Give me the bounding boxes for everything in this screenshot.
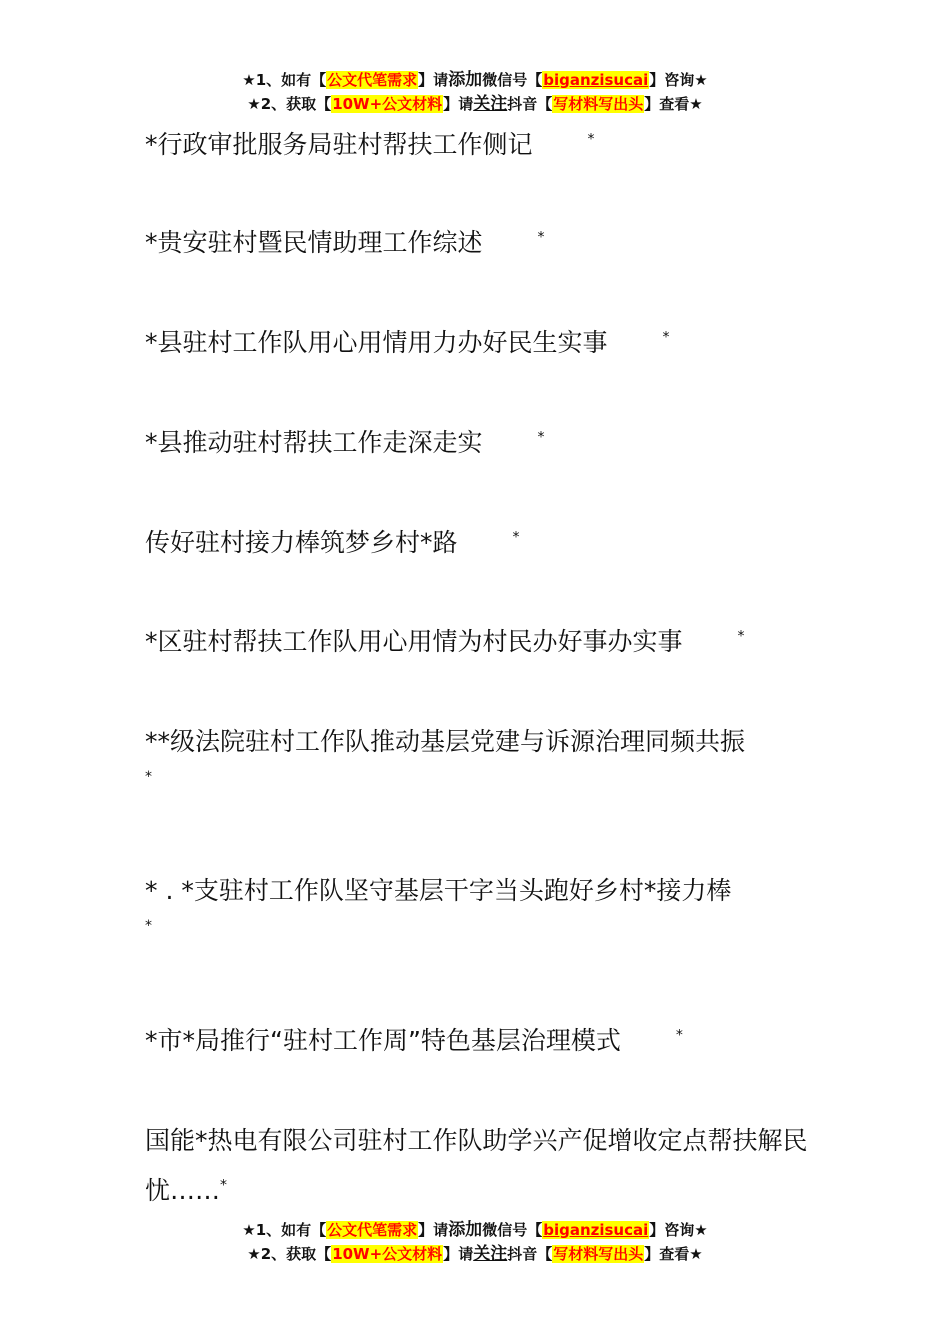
list-item-title: *区驻村帮扶工作队用心用情为村民办好事办实事 (145, 627, 683, 656)
list-item (145, 1016, 810, 1066)
list-item (145, 866, 810, 936)
banner-line-1 (0, 68, 950, 92)
list-item-marker: * (145, 918, 152, 934)
list-item-title: *县推动驻村帮扶工作走深走实 (145, 428, 483, 457)
list-item (145, 218, 810, 268)
banner-text: 】请 (443, 95, 474, 113)
banner-wechat-id: biganzisucai (543, 1221, 649, 1239)
banner-emphasis: 关注 (473, 94, 508, 114)
list-item-marker: * (145, 769, 152, 785)
list-item-marker: * (512, 529, 520, 546)
list-item-marker: * (537, 429, 545, 446)
list-item (145, 1116, 810, 1216)
banner-text: 微信号【 (482, 71, 543, 89)
banner-text: 抖音【 (507, 1245, 553, 1263)
banner-text: ★2、获取【 (247, 95, 332, 113)
banner-text: ★1、如有【 (242, 1221, 327, 1239)
list-item (145, 120, 810, 170)
banner-text: 】查看★ (644, 1245, 703, 1263)
banner-douyin-id: 写材料写出头 (553, 1245, 644, 1263)
banner-text: 】查看★ (644, 95, 703, 113)
list-item-title: 国能*热电有限公司驻村工作队助学兴产促增收定点帮扶解民忧…… (145, 1126, 808, 1205)
banner-text: 】请 (418, 1221, 449, 1239)
list-item (145, 418, 810, 468)
banner-emphasis: 关注 (473, 1244, 508, 1264)
list-item-marker: * (587, 131, 595, 148)
banner-text: 】咨询★ (649, 1221, 708, 1239)
list-item-marker: * (737, 628, 745, 645)
banner-emphasis: 添加 (448, 1220, 483, 1240)
list-item-title: *贵安驻村暨民情助理工作综述 (145, 228, 483, 257)
banner-text: 】请 (418, 71, 449, 89)
banner-highlight: 10W+公文材料 (332, 1245, 443, 1263)
list-item (145, 518, 810, 568)
banner-highlight: 10W+公文材料 (332, 95, 443, 113)
list-item (145, 617, 810, 667)
banner-highlight: 公文代笔需求 (327, 1221, 418, 1239)
banner-text: 】咨询★ (649, 71, 708, 89)
list-item-marker: * (537, 229, 545, 246)
banner-line-1 (0, 1218, 950, 1242)
list-item-title: *市*局推行“驻村工作周”特色基层治理模式 (145, 1026, 621, 1055)
banner-wechat-id: biganzisucai (543, 71, 649, 89)
list-item-marker: * (220, 1177, 228, 1194)
header-banner (0, 68, 950, 116)
list-item-title: 传好驻村接力棒筑梦乡村*路 (145, 528, 458, 557)
list-item-title: *县驻村工作队用心用情用力办好民生实事 (145, 328, 608, 357)
banner-text: ★2、获取【 (247, 1245, 332, 1263)
banner-text: 】请 (443, 1245, 474, 1263)
banner-douyin-id: 写材料写出头 (553, 95, 644, 113)
list-item-title: *行政审批服务局驻村帮扶工作侧记 (145, 130, 533, 159)
banner-text: ★1、如有【 (242, 71, 327, 89)
banner-text: 微信号【 (482, 1221, 543, 1239)
list-item (145, 717, 810, 787)
banner-highlight: 公文代笔需求 (327, 71, 418, 89)
banner-line-2 (0, 1242, 950, 1266)
list-item-title: * . *支驻村工作队坚守基层干字当头跑好乡村*接力棒 (145, 876, 732, 905)
banner-line-2 (0, 92, 950, 116)
banner-emphasis: 添加 (448, 70, 483, 90)
list-item-title: **级法院驻村工作队推动基层党建与诉源治理同频共振 (145, 727, 746, 756)
list-item-marker: * (662, 329, 670, 346)
list-item-marker: * (675, 1027, 683, 1044)
footer-banner (0, 1218, 950, 1266)
list-item (145, 318, 810, 368)
banner-text: 抖音【 (507, 95, 553, 113)
